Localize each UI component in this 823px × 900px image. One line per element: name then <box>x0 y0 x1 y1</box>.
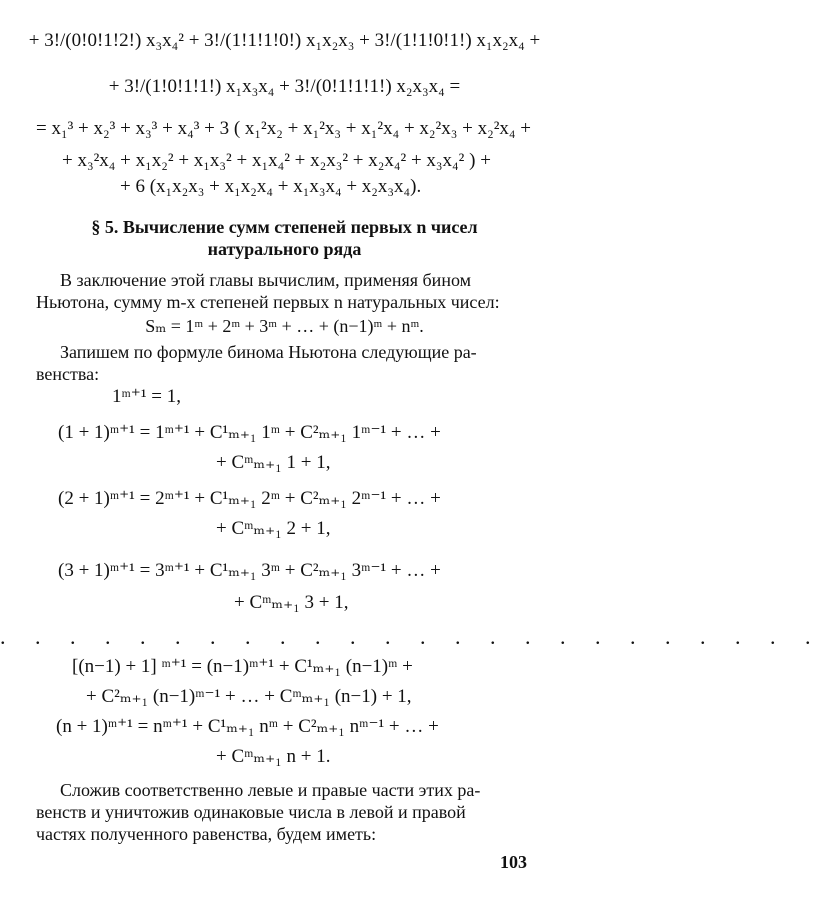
section-title: § 5. Вычисление сумм степеней первых n чисел <box>91 217 478 237</box>
equation-line: (n + 1)ᵐ⁺¹ = nᵐ⁺¹ + C¹ₘ₊₁ nᵐ + C²ₘ₊₁ nᵐ⁻¹ + … + <box>56 716 439 737</box>
page-number: 103 <box>500 852 527 872</box>
paragraph-line: венства: <box>36 364 100 384</box>
equation-line: + x₃²x₄ + x₁x₂² + x₁x₃² + x₁x₄² + x₂x₃² + x₂x₄² + x₃x₄² ) + <box>62 150 491 171</box>
equation-line: + Cᵐₘ₊₁ 3 + 1, <box>234 592 349 613</box>
equation-line: + 6 (x₁x₂x₃ + x₁x₂x₄ + x₁x₃x₄ + x₂x₃x₄). <box>120 176 422 197</box>
paragraph-line: В заключение этой главы вычислим, применяя бином <box>60 270 471 290</box>
equation-line: [(n−1) + 1] ᵐ⁺¹ = (n−1)ᵐ⁺¹ + C¹ₘ₊₁ (n−1)ᵐ + <box>72 656 413 677</box>
paragraph-line: частях полученного равенства, будем иметь: <box>36 824 377 844</box>
section-title-continued: натурального ряда <box>207 239 362 259</box>
equation-line: 1ᵐ⁺¹ = 1, <box>112 386 181 407</box>
paragraph-line: Сложив соответственно левые и правые части этих ра- <box>60 780 481 800</box>
paragraph-line: Ньютона, сумму m-х степеней первых n натуральных чисел: <box>36 292 500 312</box>
equation-line: + 3!/(0!0!1!2!) x₃x₄² + 3!/(1!1!1!0!) x₁x₂x₃ + 3!/(1!1!0!1!) x₁x₂x₄ + <box>28 30 541 51</box>
equation-line: + Cᵐₘ₊₁ 1 + 1, <box>216 452 331 473</box>
equation-line: (1 + 1)ᵐ⁺¹ = 1ᵐ⁺¹ + C¹ₘ₊₁ 1ᵐ + C²ₘ₊₁ 1ᵐ⁻¹ + … + <box>58 422 441 443</box>
equation-line: + 3!/(1!0!1!1!) x₁x₃x₄ + 3!/(0!1!1!1!) x₂x₃x₄ = <box>108 76 461 97</box>
formula-line: Sₘ = 1ᵐ + 2ᵐ + 3ᵐ + … + (n−1)ᵐ + nᵐ. <box>145 316 424 336</box>
equation-line: + Cᵐₘ₊₁ 2 + 1, <box>216 518 331 539</box>
equation-line: (3 + 1)ᵐ⁺¹ = 3ᵐ⁺¹ + C¹ₘ₊₁ 3ᵐ + C²ₘ₊₁ 3ᵐ⁻¹ + … + <box>58 560 441 581</box>
paragraph-line: венств и уничтожив одинаковые числа в левой и правой <box>36 802 466 822</box>
equation-line: + C²ₘ₊₁ (n−1)ᵐ⁻¹ + … + Cᵐₘ₊₁ (n−1) + 1, <box>86 686 412 707</box>
equation-line: + Cᵐₘ₊₁ n + 1. <box>216 746 331 767</box>
equation-line: (2 + 1)ᵐ⁺¹ = 2ᵐ⁺¹ + C¹ₘ₊₁ 2ᵐ + C²ₘ₊₁ 2ᵐ⁻¹ + … + <box>58 488 441 509</box>
paragraph-line: Запишем по формуле бинома Ньютона следующие ра- <box>60 342 477 362</box>
equation-line: = x₁³ + x₂³ + x₃³ + x₄³ + 3 ( x₁²x₂ + x₁²x₃ + x₁²x₄ + x₂²x₃ + x₂²x₄ + <box>36 118 531 139</box>
ellipsis-row: . . . . . . . . . . . . . . . . . . . . . . . . <box>0 624 823 649</box>
